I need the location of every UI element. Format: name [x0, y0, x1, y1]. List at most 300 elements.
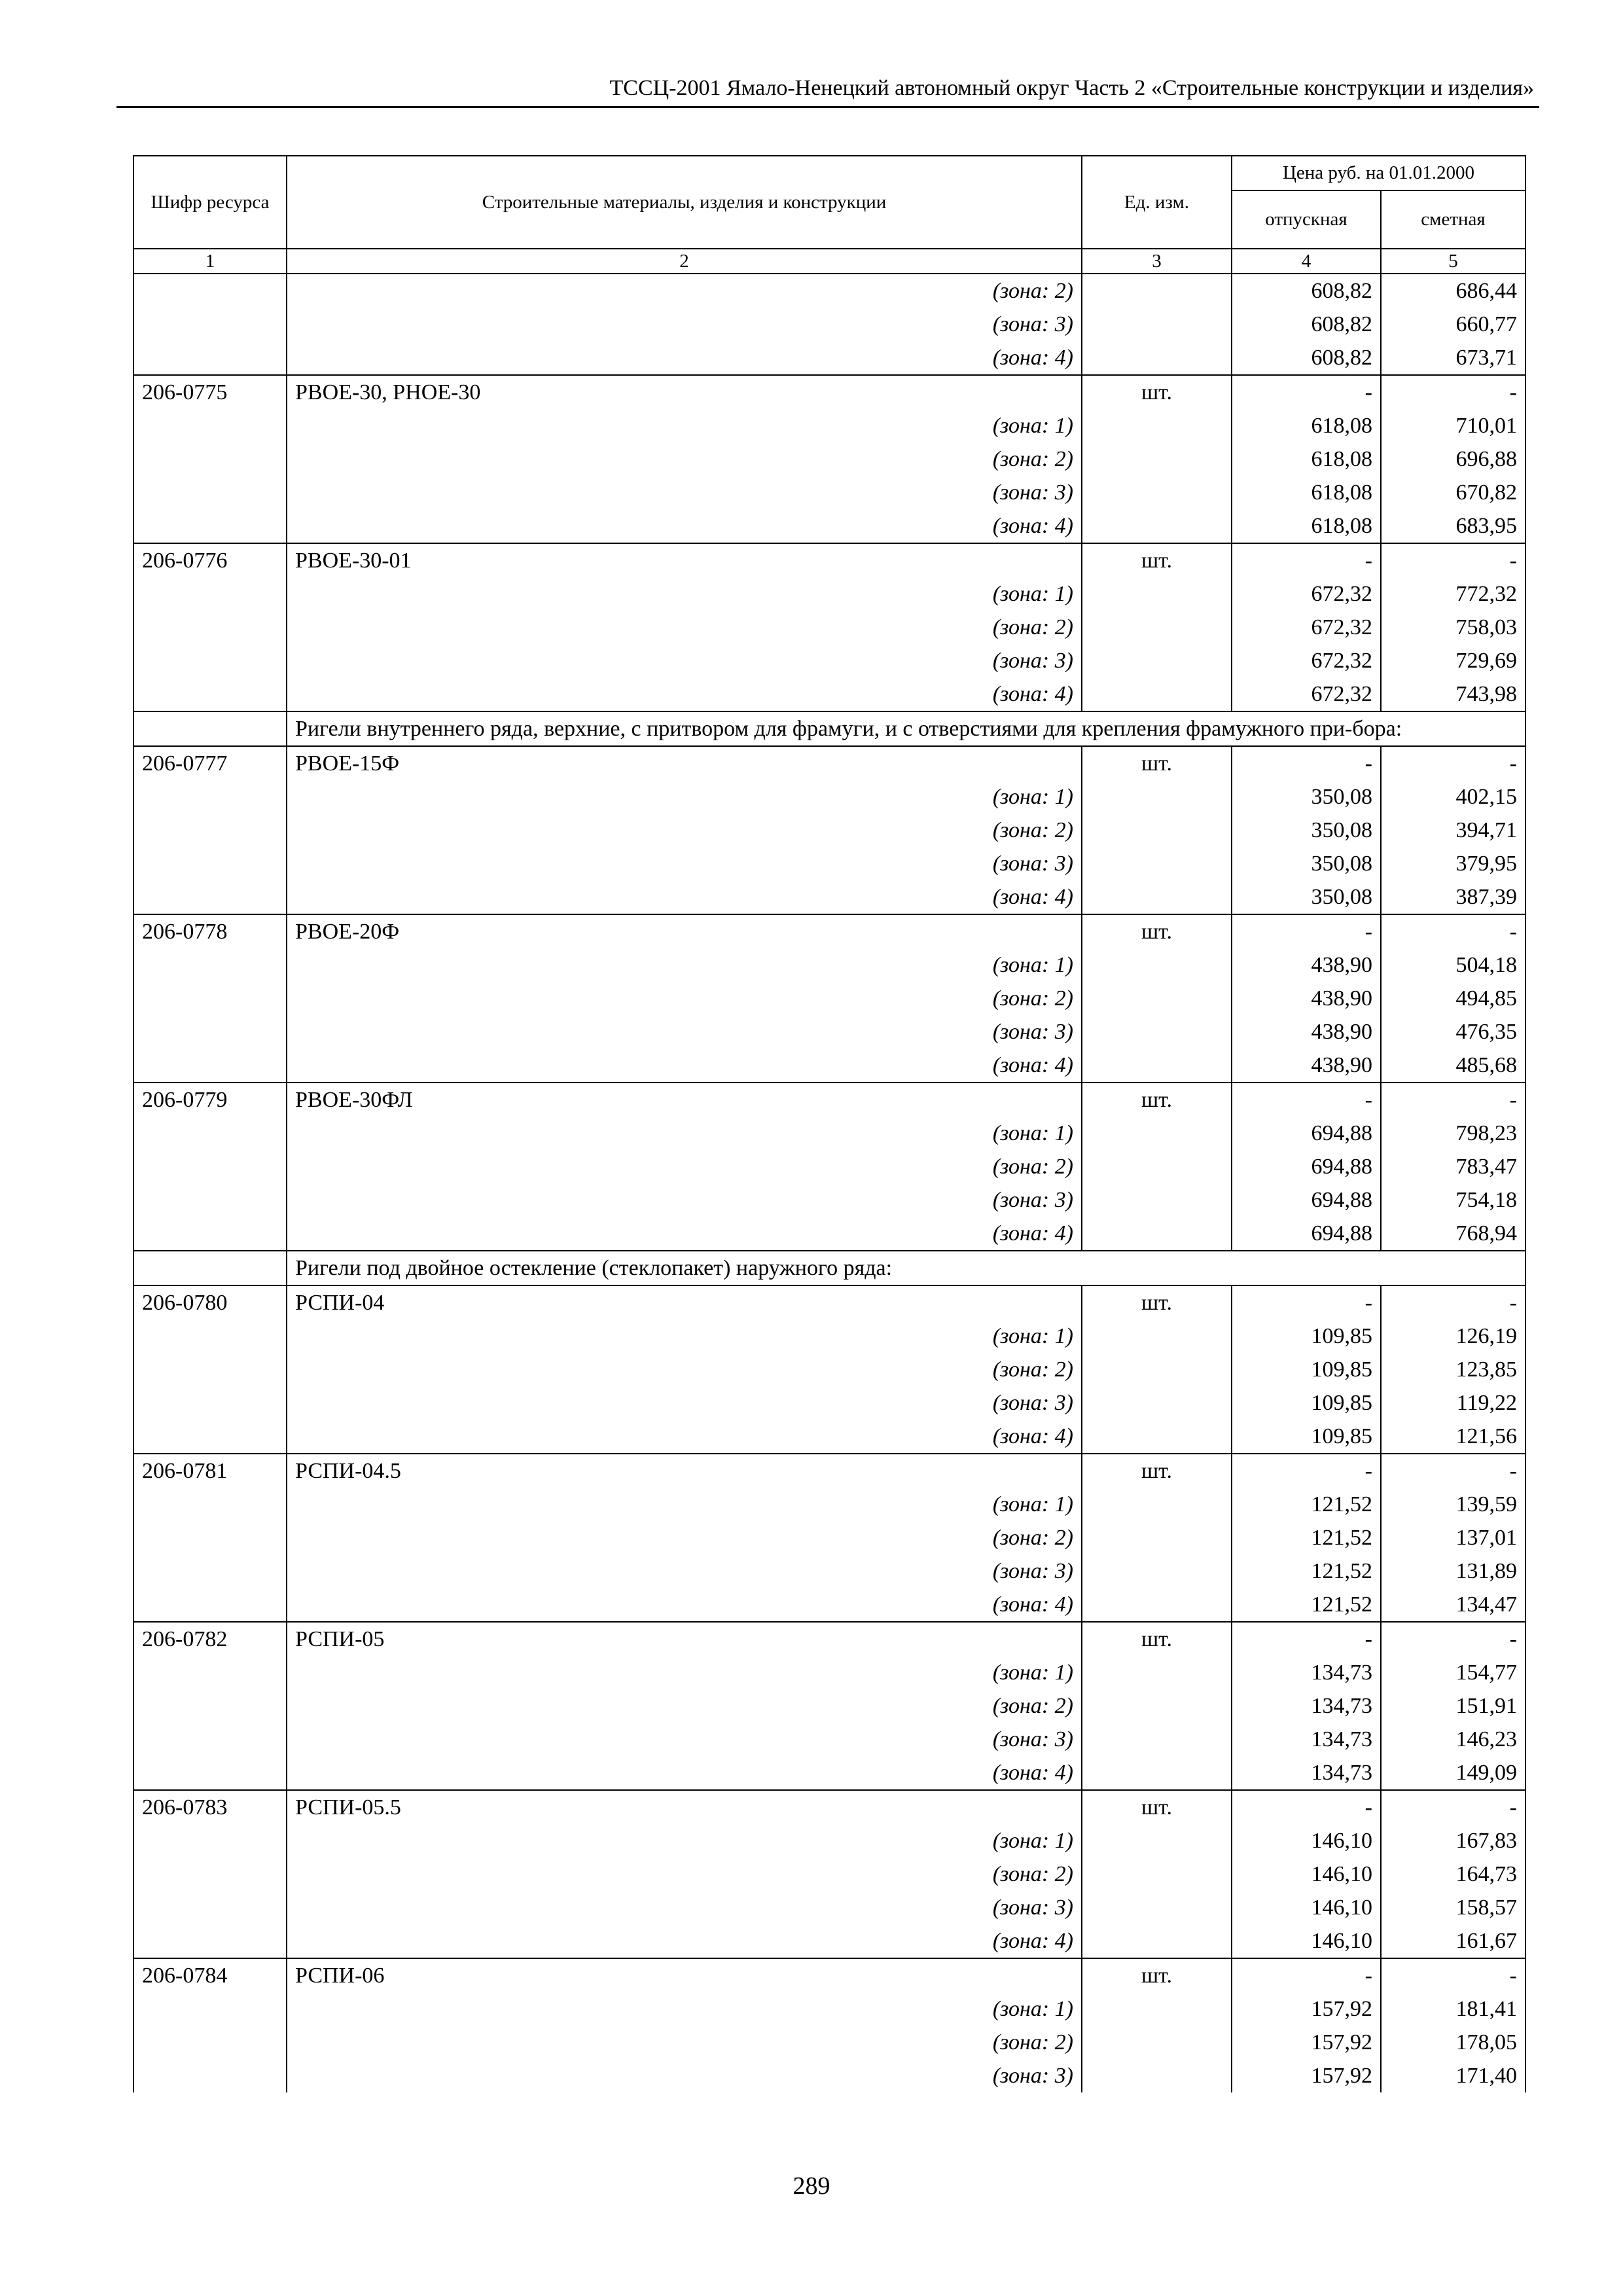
- code-cell: [134, 711, 287, 746]
- table-row: [134, 308, 1525, 341]
- header-unit: Ед. изм.: [1082, 156, 1232, 249]
- item-name: РВОЕ-30-01: [287, 543, 1082, 577]
- unit-cell: [1082, 814, 1232, 847]
- price-table: [133, 155, 1526, 2092]
- table-row: [134, 1420, 1525, 1454]
- code-cell: [134, 677, 287, 711]
- zone-label: (зона: 3): [287, 644, 1082, 677]
- release-price: -: [1232, 1083, 1381, 1117]
- estimate-price: 394,71: [1381, 814, 1525, 847]
- release-price: 672,32: [1232, 677, 1381, 711]
- release-price: 134,73: [1232, 1689, 1381, 1723]
- zone-label: (зона: 4): [287, 880, 1082, 914]
- zone-label: (зона: 4): [287, 1924, 1082, 1958]
- zone-label: (зона: 1): [287, 1117, 1082, 1150]
- release-price: 109,85: [1232, 1319, 1381, 1353]
- zone-label: (зона: 2): [287, 1521, 1082, 1554]
- table-row: [134, 1554, 1525, 1588]
- estimate-price: 146,23: [1381, 1723, 1525, 1756]
- release-price: 157,92: [1232, 2059, 1381, 2092]
- zone-label: (зона: 4): [287, 509, 1082, 543]
- zone-label: (зона: 3): [287, 1386, 1082, 1420]
- unit-cell: [1082, 1588, 1232, 1622]
- column-number: 5: [1381, 249, 1525, 274]
- header-name: Строительные материалы, изделия и конструкции: [287, 156, 1082, 249]
- release-price: -: [1232, 375, 1381, 409]
- zone-label: (зона: 1): [287, 1656, 1082, 1689]
- zone-label: (зона: 2): [287, 442, 1082, 476]
- zone-label: (зона: 3): [287, 2059, 1082, 2092]
- estimate-price: 387,39: [1381, 880, 1525, 914]
- resource-code: 206-0782: [134, 1622, 287, 1656]
- zone-label: (зона: 3): [287, 1183, 1082, 1217]
- unit-cell: [1082, 1756, 1232, 1790]
- group-heading-row: [134, 1251, 1525, 1285]
- estimate-price: 161,67: [1381, 1924, 1525, 1958]
- release-price: 157,92: [1232, 2026, 1381, 2059]
- estimate-price: -: [1381, 1454, 1525, 1488]
- code-cell: [134, 409, 287, 442]
- code-cell: [134, 1217, 287, 1251]
- table-row: [134, 780, 1525, 814]
- estimate-price: 131,89: [1381, 1554, 1525, 1588]
- unit-cell: [1082, 677, 1232, 711]
- release-price: 146,10: [1232, 1924, 1381, 1958]
- code-cell: [134, 1251, 287, 1285]
- estimate-price: 164,73: [1381, 1857, 1525, 1891]
- unit-cell: [1082, 577, 1232, 611]
- table-row: [134, 1488, 1525, 1521]
- column-number: 2: [287, 249, 1082, 274]
- table-row: [134, 1689, 1525, 1723]
- table-row: [134, 1285, 1525, 1319]
- estimate-price: 798,23: [1381, 1117, 1525, 1150]
- code-cell: [134, 1353, 287, 1386]
- estimate-price: 686,44: [1381, 274, 1525, 308]
- code-cell: [134, 1756, 287, 1790]
- estimate-price: 504,18: [1381, 948, 1525, 982]
- header-price-group: Цена руб. на 01.01.2000: [1232, 156, 1525, 190]
- table-row: [134, 476, 1525, 509]
- table-header: [134, 156, 1525, 274]
- item-name: РВОЕ-30, РНОЕ-30: [287, 375, 1082, 409]
- estimate-price: 710,01: [1381, 409, 1525, 442]
- release-price: 438,90: [1232, 1015, 1381, 1049]
- code-cell: [134, 780, 287, 814]
- code-cell: [134, 1319, 287, 1353]
- code-cell: [134, 1117, 287, 1150]
- estimate-price: 729,69: [1381, 644, 1525, 677]
- unit-cell: [1082, 1386, 1232, 1420]
- zone-label: (зона: 2): [287, 2026, 1082, 2059]
- estimate-price: 379,95: [1381, 847, 1525, 880]
- unit-cell: [1082, 780, 1232, 814]
- release-price: 134,73: [1232, 1756, 1381, 1790]
- release-price: 608,82: [1232, 308, 1381, 341]
- zone-label: (зона: 2): [287, 611, 1082, 644]
- estimate-price: 171,40: [1381, 2059, 1525, 2092]
- table-row: [134, 746, 1525, 780]
- unit-cell: шт.: [1082, 1790, 1232, 1824]
- unit-cell: [1082, 1420, 1232, 1454]
- code-cell: [134, 1891, 287, 1924]
- resource-code: 206-0783: [134, 1790, 287, 1824]
- column-number: 3: [1082, 249, 1232, 274]
- table-row: [134, 611, 1525, 644]
- zone-label: (зона: 1): [287, 409, 1082, 442]
- table-row: [134, 1353, 1525, 1386]
- zone-label: (зона: 2): [287, 1857, 1082, 1891]
- release-price: -: [1232, 1958, 1381, 1992]
- code-cell: [134, 442, 287, 476]
- release-price: 350,08: [1232, 814, 1381, 847]
- code-cell: [134, 1992, 287, 2026]
- table-row: [134, 1723, 1525, 1756]
- release-price: -: [1232, 1790, 1381, 1824]
- header-estimate-price: сметная: [1381, 190, 1525, 249]
- table-row: [134, 1150, 1525, 1183]
- table-row: [134, 814, 1525, 847]
- code-cell: [134, 341, 287, 375]
- code-cell: [134, 1689, 287, 1723]
- unit-cell: [1082, 948, 1232, 982]
- table-row: [134, 1083, 1525, 1117]
- zone-label: (зона: 1): [287, 948, 1082, 982]
- zone-label: (зона: 1): [287, 1488, 1082, 1521]
- item-name: РВОЕ-30ФЛ: [287, 1083, 1082, 1117]
- estimate-price: 137,01: [1381, 1521, 1525, 1554]
- zone-label: (зона: 1): [287, 780, 1082, 814]
- release-price: 618,08: [1232, 509, 1381, 543]
- code-cell: [134, 644, 287, 677]
- release-price: 672,32: [1232, 577, 1381, 611]
- zone-label: (зона: 3): [287, 1015, 1082, 1049]
- estimate-price: -: [1381, 1958, 1525, 1992]
- column-number: 4: [1232, 249, 1381, 274]
- code-cell: [134, 1386, 287, 1420]
- table-row: [134, 1656, 1525, 1689]
- release-price: 618,08: [1232, 476, 1381, 509]
- table-row: [134, 677, 1525, 711]
- unit-cell: шт.: [1082, 1622, 1232, 1656]
- estimate-price: 768,94: [1381, 1217, 1525, 1251]
- unit-cell: [1082, 2059, 1232, 2092]
- table-row: [134, 341, 1525, 375]
- code-cell: [134, 1183, 287, 1217]
- code-cell: [134, 814, 287, 847]
- release-price: 109,85: [1232, 1353, 1381, 1386]
- unit-cell: шт.: [1082, 1454, 1232, 1488]
- table-row: [134, 509, 1525, 543]
- unit-cell: [1082, 308, 1232, 341]
- resource-code: 206-0778: [134, 914, 287, 948]
- item-name: РСПИ-05: [287, 1622, 1082, 1656]
- code-cell: [134, 509, 287, 543]
- unit-cell: [1082, 1857, 1232, 1891]
- zone-label: (зона: 1): [287, 1319, 1082, 1353]
- code-cell: [134, 1824, 287, 1857]
- table-row: [134, 1386, 1525, 1420]
- release-price: -: [1232, 1454, 1381, 1488]
- table-row: [134, 1824, 1525, 1857]
- unit-cell: [1082, 1183, 1232, 1217]
- unit-cell: шт.: [1082, 1958, 1232, 1992]
- release-price: -: [1232, 1285, 1381, 1319]
- table-row: [134, 1756, 1525, 1790]
- unit-cell: [1082, 1521, 1232, 1554]
- unit-cell: [1082, 1656, 1232, 1689]
- table-row: [134, 1015, 1525, 1049]
- page-header-title: ТССЦ-2001 Ямало-Ненецкий автономный округ Часть 2 «Строительные конструкции и изделия»: [609, 76, 1534, 100]
- estimate-price: 485,68: [1381, 1049, 1525, 1083]
- code-cell: [134, 1049, 287, 1083]
- code-cell: [134, 1924, 287, 1958]
- zone-label: (зона: 3): [287, 1723, 1082, 1756]
- unit-cell: [1082, 611, 1232, 644]
- item-name: РСПИ-04: [287, 1285, 1082, 1319]
- estimate-price: 154,77: [1381, 1656, 1525, 1689]
- resource-code: 206-0781: [134, 1454, 287, 1488]
- table-row: [134, 1049, 1525, 1083]
- table-row: [134, 1454, 1525, 1488]
- item-name: РСПИ-05.5: [287, 1790, 1082, 1824]
- table-row: [134, 1790, 1525, 1824]
- release-price: 350,08: [1232, 780, 1381, 814]
- table-row: [134, 1958, 1525, 1992]
- item-name: РВОЕ-15Ф: [287, 746, 1082, 780]
- table-row: [134, 543, 1525, 577]
- zone-label: (зона: 4): [287, 1756, 1082, 1790]
- code-cell: [134, 1857, 287, 1891]
- estimate-price: 754,18: [1381, 1183, 1525, 1217]
- code-cell: [134, 2026, 287, 2059]
- table-body: [134, 274, 1525, 2092]
- release-price: 350,08: [1232, 847, 1381, 880]
- release-price: 672,32: [1232, 644, 1381, 677]
- unit-cell: [1082, 1117, 1232, 1150]
- release-price: 438,90: [1232, 982, 1381, 1015]
- item-name: РСПИ-04.5: [287, 1454, 1082, 1488]
- zone-label: (зона: 1): [287, 577, 1082, 611]
- release-price: 109,85: [1232, 1420, 1381, 1454]
- header-code: Шифр ресурса: [134, 156, 287, 249]
- estimate-price: -: [1381, 543, 1525, 577]
- unit-cell: [1082, 1554, 1232, 1588]
- estimate-price: 181,41: [1381, 1992, 1525, 2026]
- release-price: 694,88: [1232, 1117, 1381, 1150]
- release-price: 608,82: [1232, 341, 1381, 375]
- estimate-price: 178,05: [1381, 2026, 1525, 2059]
- unit-cell: [1082, 274, 1232, 308]
- release-price: 694,88: [1232, 1217, 1381, 1251]
- table-row: [134, 1891, 1525, 1924]
- header-release-price: отпускная: [1232, 190, 1381, 249]
- zone-label: (зона: 4): [287, 1217, 1082, 1251]
- code-cell: [134, 1554, 287, 1588]
- release-price: 350,08: [1232, 880, 1381, 914]
- table-row: [134, 644, 1525, 677]
- table-row: [134, 1183, 1525, 1217]
- unit-cell: [1082, 1824, 1232, 1857]
- estimate-price: 158,57: [1381, 1891, 1525, 1924]
- code-cell: [134, 1420, 287, 1454]
- unit-cell: шт.: [1082, 375, 1232, 409]
- release-price: 608,82: [1232, 274, 1381, 308]
- estimate-price: -: [1381, 914, 1525, 948]
- unit-cell: [1082, 1992, 1232, 2026]
- unit-cell: [1082, 982, 1232, 1015]
- table-row: [134, 2059, 1525, 2092]
- zone-label: (зона: 2): [287, 1150, 1082, 1183]
- estimate-price: -: [1381, 375, 1525, 409]
- table-row: [134, 847, 1525, 880]
- estimate-price: 660,77: [1381, 308, 1525, 341]
- unit-cell: шт.: [1082, 914, 1232, 948]
- table-row: [134, 1924, 1525, 1958]
- release-price: 134,73: [1232, 1723, 1381, 1756]
- zone-label: (зона: 2): [287, 274, 1082, 308]
- code-cell: [134, 1656, 287, 1689]
- zone-label: (зона: 2): [287, 1353, 1082, 1386]
- unit-cell: [1082, 409, 1232, 442]
- unit-cell: [1082, 1150, 1232, 1183]
- resource-code: 206-0777: [134, 746, 287, 780]
- table-row: [134, 442, 1525, 476]
- resource-code: 206-0784: [134, 1958, 287, 1992]
- unit-cell: [1082, 847, 1232, 880]
- page-number: 289: [793, 2172, 830, 2200]
- resource-code: 206-0775: [134, 375, 287, 409]
- estimate-price: 149,09: [1381, 1756, 1525, 1790]
- estimate-price: -: [1381, 1790, 1525, 1824]
- table-row: [134, 948, 1525, 982]
- release-price: 121,52: [1232, 1488, 1381, 1521]
- code-cell: [134, 1150, 287, 1183]
- estimate-price: 743,98: [1381, 677, 1525, 711]
- code-cell: [134, 274, 287, 308]
- group-heading-text: Ригели внутреннего ряда, верхние, с притвором для фрамуги, и с отверстиями для крепления фрамужного при-бора:: [287, 711, 1525, 746]
- estimate-price: 167,83: [1381, 1824, 1525, 1857]
- unit-cell: [1082, 1353, 1232, 1386]
- zone-label: (зона: 3): [287, 847, 1082, 880]
- unit-cell: [1082, 1049, 1232, 1083]
- estimate-price: 119,22: [1381, 1386, 1525, 1420]
- group-heading-text: Ригели под двойное остекление (стеклопакет) наружного ряда:: [287, 1251, 1525, 1285]
- estimate-price: 772,32: [1381, 577, 1525, 611]
- release-price: -: [1232, 1622, 1381, 1656]
- zone-label: (зона: 1): [287, 1992, 1082, 2026]
- release-price: 694,88: [1232, 1183, 1381, 1217]
- table-row: [134, 1319, 1525, 1353]
- zone-label: (зона: 4): [287, 341, 1082, 375]
- release-price: 146,10: [1232, 1857, 1381, 1891]
- release-price: -: [1232, 914, 1381, 948]
- code-cell: [134, 1723, 287, 1756]
- zone-label: (зона: 4): [287, 1588, 1082, 1622]
- table-row: [134, 409, 1525, 442]
- estimate-price: 402,15: [1381, 780, 1525, 814]
- item-name: РСПИ-06: [287, 1958, 1082, 1992]
- code-cell: [134, 1488, 287, 1521]
- estimate-price: 126,19: [1381, 1319, 1525, 1353]
- release-price: 134,73: [1232, 1656, 1381, 1689]
- release-price: 121,52: [1232, 1588, 1381, 1622]
- estimate-price: 476,35: [1381, 1015, 1525, 1049]
- code-cell: [134, 308, 287, 341]
- release-price: 438,90: [1232, 1049, 1381, 1083]
- estimate-price: -: [1381, 1622, 1525, 1656]
- table-row: [134, 982, 1525, 1015]
- unit-cell: шт.: [1082, 1083, 1232, 1117]
- group-heading-row: [134, 711, 1525, 746]
- code-cell: [134, 1015, 287, 1049]
- code-cell: [134, 577, 287, 611]
- estimate-price: 134,47: [1381, 1588, 1525, 1622]
- estimate-price: 758,03: [1381, 611, 1525, 644]
- zone-label: (зона: 3): [287, 476, 1082, 509]
- unit-cell: [1082, 1924, 1232, 1958]
- code-cell: [134, 611, 287, 644]
- unit-cell: [1082, 1891, 1232, 1924]
- unit-cell: [1082, 341, 1232, 375]
- estimate-price: -: [1381, 1083, 1525, 1117]
- estimate-price: 696,88: [1381, 442, 1525, 476]
- table-row: [134, 1992, 1525, 2026]
- code-cell: [134, 948, 287, 982]
- table-row: [134, 1521, 1525, 1554]
- release-price: 672,32: [1232, 611, 1381, 644]
- table-row: [134, 880, 1525, 914]
- unit-cell: [1082, 1488, 1232, 1521]
- code-cell: [134, 1521, 287, 1554]
- zone-label: (зона: 4): [287, 1049, 1082, 1083]
- table-row: [134, 2026, 1525, 2059]
- unit-cell: [1082, 476, 1232, 509]
- unit-cell: [1082, 1689, 1232, 1723]
- release-price: 694,88: [1232, 1150, 1381, 1183]
- release-price: 618,08: [1232, 409, 1381, 442]
- release-price: 618,08: [1232, 442, 1381, 476]
- resource-code: 206-0780: [134, 1285, 287, 1319]
- resource-code: 206-0776: [134, 543, 287, 577]
- release-price: 157,92: [1232, 1992, 1381, 2026]
- zone-label: (зона: 1): [287, 1824, 1082, 1857]
- estimate-price: 121,56: [1381, 1420, 1525, 1454]
- estimate-price: 683,95: [1381, 509, 1525, 543]
- release-price: 121,52: [1232, 1554, 1381, 1588]
- unit-cell: [1082, 1015, 1232, 1049]
- unit-cell: шт.: [1082, 543, 1232, 577]
- code-cell: [134, 1588, 287, 1622]
- zone-label: (зона: 3): [287, 1554, 1082, 1588]
- unit-cell: [1082, 442, 1232, 476]
- page-header: [116, 73, 1539, 108]
- release-price: 438,90: [1232, 948, 1381, 982]
- unit-cell: [1082, 2026, 1232, 2059]
- zone-label: (зона: 4): [287, 677, 1082, 711]
- table-row: [134, 375, 1525, 409]
- estimate-price: 151,91: [1381, 1689, 1525, 1723]
- code-cell: [134, 847, 287, 880]
- unit-cell: шт.: [1082, 746, 1232, 780]
- table-row: [134, 1117, 1525, 1150]
- release-price: 146,10: [1232, 1824, 1381, 1857]
- zone-label: (зона: 2): [287, 814, 1082, 847]
- table-row: [134, 1622, 1525, 1656]
- zone-label: (зона: 3): [287, 1891, 1082, 1924]
- table-row: [134, 1217, 1525, 1251]
- unit-cell: [1082, 1723, 1232, 1756]
